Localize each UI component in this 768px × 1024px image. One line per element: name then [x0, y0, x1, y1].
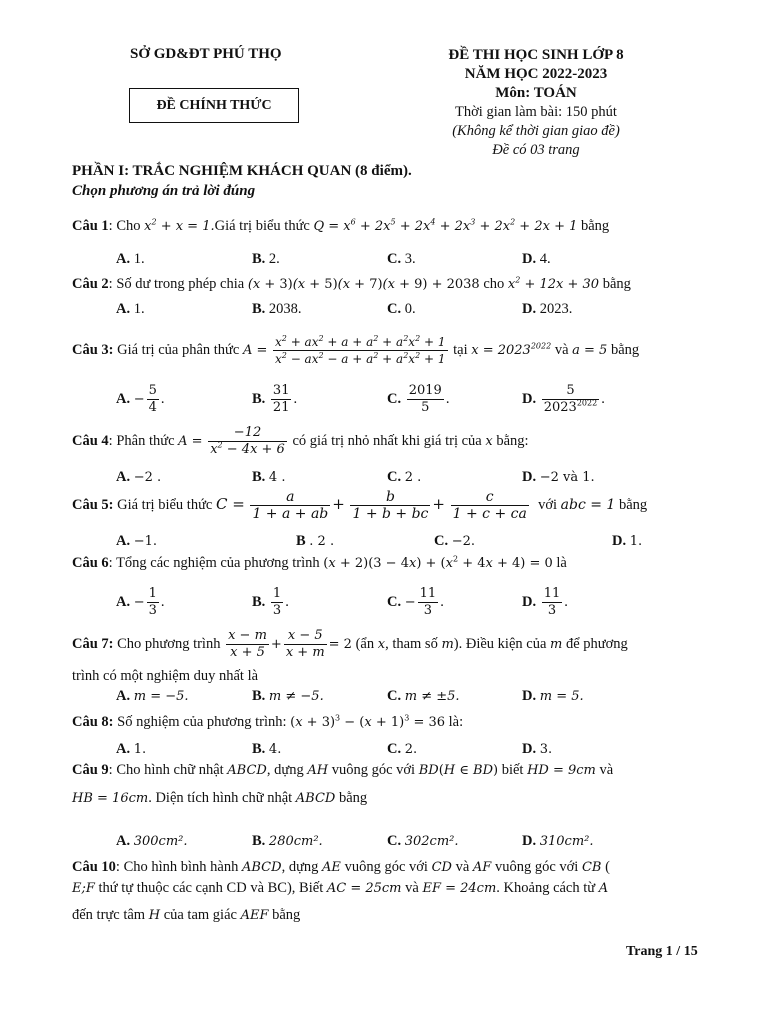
question-10-line2: E;F thứ tự thuộc các cạnh CD và BC), Biết AC = 25cm và EF = 24cm. Khoảng cách từ A [72, 880, 609, 896]
subject: Môn: TOÁN [495, 85, 577, 101]
q1-option-b: B. 2. [252, 251, 280, 267]
q3-option-d: D. $\frac{5}{2023^{2022}}$ . [522, 383, 605, 415]
q7-option-b: B. m ≠ −5. [252, 688, 324, 704]
question-1: Câu 1: Cho $x^2 + x$ = 1.Giá trị biểu thức $Q = x^6 + 2x^5 + 2x^4 + 2x^3 + 2x^2 + 2x + 1$ bằng [72, 217, 610, 234]
q5-option-b: B . 2 . [296, 533, 335, 549]
q4-option-a: A. −2 . [116, 469, 162, 485]
question-2: Câu 2: Số dư trong phép chia (x + 3)(x + 5)(x + 7)(x + 9) + 2038 cho $x^2 + 12x + 30$ bằng [72, 275, 631, 292]
q4-option-c: C. 2 . [387, 469, 422, 485]
q2-option-a: A. 1. [116, 301, 145, 317]
q8-option-b: B. 4. [252, 741, 282, 757]
q7-option-a: A. m = −5. [116, 688, 189, 704]
q7-option-d: D. m = 5. [522, 688, 584, 704]
q5-option-c: C. −2. [434, 533, 476, 549]
q4-option-b: B. 4 . [252, 469, 286, 485]
q1-option-c: C. 3. [387, 251, 416, 267]
q9-option-c: C. 302cm². [387, 833, 459, 849]
exam-title: ĐỀ THI HỌC SINH LỚP 8 [448, 47, 624, 63]
page-number: Trang 1 / 15 [626, 944, 698, 959]
official-box: ĐỀ CHÍNH THỨC [129, 88, 299, 123]
q7-option-c: C. m ≠ ±5. [387, 688, 460, 704]
question-9: Câu 9: Cho hình chữ nhật ABCD, dựng AH vuông góc với BD(H ∈ BD) biết HD = 9cm và [72, 762, 614, 778]
q2-option-d: D. 2023. [522, 301, 573, 317]
school-year: NĂM HỌC 2022-2023 [464, 66, 608, 82]
question-4: Câu 4: Phân thức A = $\frac{-12}{x^2 - 4x + 6}$ có giá trị nhỏ nhất khi giá trị của x bằng: [72, 425, 529, 457]
question-9-line2: HB = 16cm. Diện tích hình chữ nhật ABCD bằng [72, 790, 368, 806]
question-3: Câu 3: Giá trị của phân thức A = $\frac{x^2 + ax^2 + a + a^2 + a^2x^2 + 1}{x^2 - ax^2 - a + a^2 + a^2x^2 + 1}$ tại $x = 2023^{2022}$ và a = 5 bằng [72, 334, 640, 366]
section-instruction: Chọn phương án trả lời đúng [72, 183, 256, 199]
header-right [420, 46, 652, 160]
q3-option-a: A. − $\frac{5}{4}$ . [116, 383, 165, 415]
q6-option-b: B. $\frac{1}{3}$ . [252, 586, 289, 618]
q2-option-c: C. 0. [387, 301, 416, 317]
question-5: Câu 5: Giá trị biểu thức C = $\frac{a}{1 + a + ab}$ + $\frac{b}{1 + b + bc}$ + $\frac{c}{1 + c + ca}$ với abc = 1 bằng [72, 489, 648, 522]
q6-option-d: D. $\frac{11}{3}$ . [522, 586, 568, 618]
pages-note: Đề có 03 trang [492, 142, 580, 158]
q8-option-a: A. 1. [116, 741, 147, 757]
question-6: Câu 6: Tổng các nghiệm của phương trình $(x + 2)(3 - 4x) + (x^2 + 4x + 4) = 0$ là [72, 554, 567, 571]
q8-option-d: D. 3. [522, 741, 553, 757]
q8-option-c: C. 2. [387, 741, 418, 757]
duration: Thời gian làm bài: 150 phút [455, 104, 617, 120]
section-title: PHẦN I: TRẮC NGHIỆM KHÁCH QUAN (8 điểm). [72, 163, 412, 179]
q2-option-b: B. 2038. [252, 301, 302, 317]
question-7-line2: trình có một nghiệm duy nhất là [72, 668, 259, 684]
question-label: Câu 1 [72, 218, 109, 234]
q5-option-d: D. 1. [612, 533, 643, 549]
q1-option-a: A. 1. [116, 251, 145, 267]
duration-note: (Không kể thời gian giao đề) [452, 123, 620, 139]
question-8: Câu 8: Số nghiệm của phương trình: $(x + 3)^3 - (x + 1)^3 = 36$ là: [72, 713, 464, 730]
q9-option-b: B. 280cm². [252, 833, 323, 849]
q9-option-a: A. 300cm². [116, 833, 188, 849]
q1-option-d: D. 4. [522, 251, 551, 267]
q5-option-a: A. −1. [116, 533, 158, 549]
q3-option-c: C. $\frac{2019}{5}$ . [387, 383, 450, 415]
q3-option-b: B. $\frac{31}{21}$ . [252, 383, 298, 415]
question-7: Câu 7: Cho phương trình $\frac{x - m}{x + 5}$ + $\frac{x - 5}{x + m}$ = 2 (ẩn x, tham số m). Điều kiện của m để phương [72, 628, 628, 660]
org-name: SỞ GD&ĐT PHÚ THỌ [130, 46, 282, 62]
question-10-line3: đến trực tâm H của tam giác AEF bằng [72, 907, 301, 923]
question-10: Câu 10: Cho hình bình hành ABCD, dựng AE vuông góc với CD và AF vuông góc với CB ( [72, 859, 610, 875]
q6-option-c: C. − $\frac{11}{3}$ . [387, 586, 444, 618]
q4-option-d: D. −2 và 1. [522, 469, 595, 485]
q6-option-a: A. − $\frac{1}{3}$ . [116, 586, 165, 618]
q9-option-d: D. 310cm². [522, 833, 594, 849]
